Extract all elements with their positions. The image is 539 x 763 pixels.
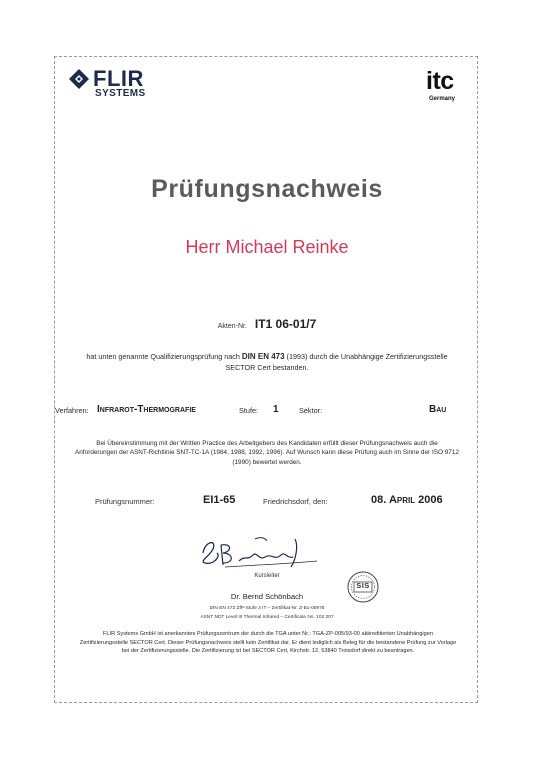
- statement-norm: DIN EN 473: [241, 352, 285, 361]
- flir-diamond-icon: [67, 67, 93, 97]
- level-label: Stufe:: [239, 406, 259, 415]
- qualification-statement: [75, 351, 459, 373]
- flir-systems-logo: [67, 67, 162, 101]
- file-number-value: IT1 06-01/7: [254, 317, 317, 331]
- recipient-name: Herr Michael Reinke: [185, 237, 349, 257]
- practice-statement: Bei Übereinstimmung mit der Written Practice des Arbeitgebers des Kandidaten erfüllt dieser Prüfungsnachweis auch die Anforderungen der ASNT-Richtlinie SNT-TC-1A (1984, 1988, 1992, 1996). Auf Wunsch kann diese Prüfung auch im Sinne der ISO 9712 (1990) bewertet werden.: [75, 440, 459, 466]
- seal-text: SIS: [356, 581, 370, 590]
- sector-value: Bau: [429, 404, 447, 415]
- certificate-title: Prüfungsnachweis: [151, 175, 383, 203]
- signer-role: Kursleiter: [254, 573, 280, 579]
- flir-subline: SYSTEMS: [95, 88, 146, 99]
- handwritten-signature: [195, 531, 325, 571]
- footer-note: FLIR Systems GmbH ist anerkanntes Prüfungszentrum der durch die TGA unter Nr.: TGA-ZP-005/93-00 akkreditierten Unabhängigen Zertifizierungsstelle SECTOR Cert. Dieser Prüfungsnachweis stellt kein Zertifikat dar. Er dient lediglich als Beleg für die bestandene Prüfung zur Vorlage bei der Zertifizierungsstelle. Die Zertifizierung ist bei SECTOR Cert, Kirchstr. 12, 53840 Troisdorf direkt zu beantragen.: [79, 631, 457, 655]
- exam-date-value: 08. April 2006: [371, 494, 443, 506]
- file-number-label: Akten-Nr.: [217, 323, 247, 330]
- itc-germany-logo: [425, 67, 471, 107]
- exam-number-value: EI1-65: [203, 494, 236, 506]
- level-value: 1: [273, 404, 279, 415]
- exam-number-label: Prüfungsnummer:: [95, 497, 155, 506]
- itc-subline: Germany: [429, 96, 456, 102]
- sector-label: Sektor:: [299, 406, 323, 415]
- statement-pre: hat unten genannte Qualifizierungsprüfung nach: [86, 352, 242, 361]
- signer-qualification-2: ASNT NDT Level III Thermal Infrared – Certificate No. 102 207: [200, 615, 334, 620]
- itc-wordmark: itc: [426, 67, 454, 95]
- procedure-value: Infrarot-Thermografie: [97, 404, 196, 415]
- procedure-label: Verfahren:: [55, 406, 89, 415]
- file-number-line: [55, 317, 479, 331]
- signer-name: Dr. Bernd Schönbach: [230, 592, 304, 601]
- signer-qualification-1: DIN EN 473 ZfP-Stufe 3 IT – Zertifikat-Nr. Z-B1-00978: [209, 606, 325, 611]
- signature-graphic: [195, 531, 325, 571]
- statement-post: (1993) durch die Unabhängige Zertifizierungsstelle SECTOR Cert bestanden.: [225, 352, 448, 372]
- certificate-page: [54, 56, 478, 703]
- sis-seal: [347, 571, 379, 603]
- flir-wordmark: FLIR: [93, 66, 144, 91]
- exam-place-label: Friedrichsdorf, den:: [263, 497, 328, 506]
